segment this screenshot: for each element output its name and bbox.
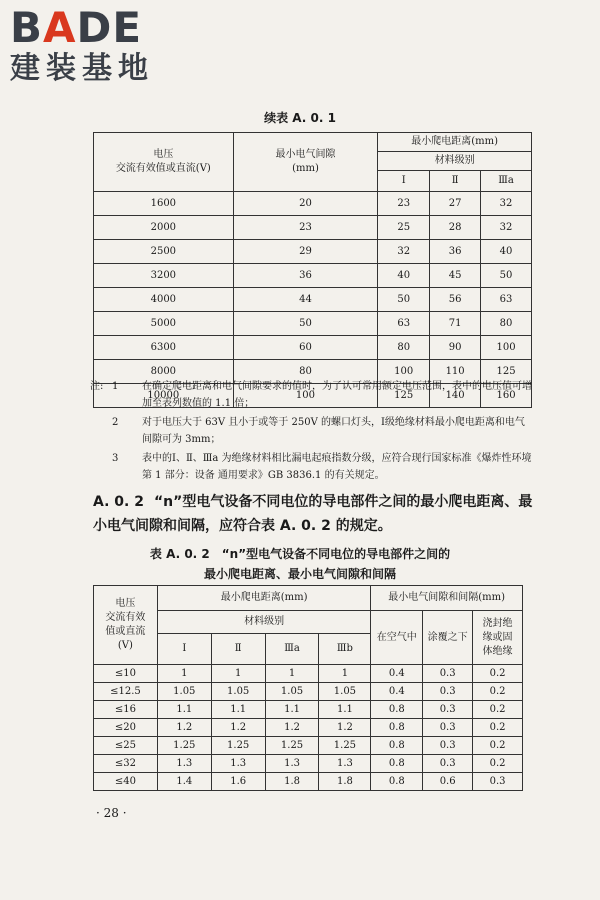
table-cell: 27 bbox=[430, 192, 481, 216]
table-cell: 36 bbox=[430, 240, 481, 264]
table-cell: 0.8 bbox=[371, 773, 423, 791]
section-number: A. 0. 2 bbox=[93, 494, 144, 510]
table-cell: 1.1 bbox=[211, 701, 265, 719]
table-cell: 29 bbox=[233, 240, 378, 264]
table-row bbox=[94, 264, 532, 288]
table1-header-group: Ⅱ bbox=[430, 171, 481, 192]
table2-header-clearance: 最小电气间隙和间隔(mm) bbox=[371, 586, 523, 611]
table-row bbox=[94, 240, 532, 264]
table-cell: 1.4 bbox=[157, 773, 211, 791]
table-cell: 1.25 bbox=[265, 737, 319, 755]
note-item bbox=[112, 414, 532, 448]
note-text: 在确定爬电距离和电气间隙要求的值时，为了认可常用额定电压范围，表中的电压值可增加至表列数值的 1.1 倍； bbox=[142, 381, 532, 409]
table-cell: 2000 bbox=[94, 216, 234, 240]
table-cell: 6300 bbox=[94, 336, 234, 360]
table-cell: 1.3 bbox=[157, 755, 211, 773]
table-cell: 80 bbox=[378, 336, 430, 360]
table-cell: 23 bbox=[378, 192, 430, 216]
table-cell: 40 bbox=[378, 264, 430, 288]
table-cell: 23 bbox=[233, 216, 378, 240]
table-cell: 1.1 bbox=[265, 701, 319, 719]
table1-header-material: 材料级别 bbox=[378, 152, 532, 171]
table-cell: 60 bbox=[233, 336, 378, 360]
table-cell: 0.8 bbox=[371, 719, 423, 737]
table-a01-continued bbox=[93, 132, 532, 408]
note-number: 3 bbox=[112, 453, 119, 464]
table-cell: 1.1 bbox=[157, 701, 211, 719]
note-item bbox=[112, 450, 542, 484]
table-cell: 1.2 bbox=[157, 719, 211, 737]
table-cell: 2500 bbox=[94, 240, 234, 264]
table-cell: 1.8 bbox=[265, 773, 319, 791]
table-cell: 44 bbox=[233, 288, 378, 312]
table-cell: 110 bbox=[430, 360, 481, 384]
logo-chinese: 建装基地 bbox=[10, 51, 154, 86]
table-cell: 63 bbox=[481, 288, 532, 312]
table-cell: ≤20 bbox=[94, 719, 158, 737]
table-cell: 1.25 bbox=[157, 737, 211, 755]
table-cell: 71 bbox=[430, 312, 481, 336]
table-cell: 1.2 bbox=[319, 719, 371, 737]
table1-header-voltage: 电压 交流有效值或直流(V) bbox=[94, 133, 234, 192]
table-cell: 4000 bbox=[94, 288, 234, 312]
table-row bbox=[94, 192, 532, 216]
table-row bbox=[94, 665, 523, 683]
logo-latin: BADE bbox=[10, 3, 143, 52]
table-cell: 32 bbox=[481, 192, 532, 216]
table-cell: 1.8 bbox=[319, 773, 371, 791]
table2-header-group: Ⅲb bbox=[319, 634, 371, 665]
table-cell: 1.25 bbox=[319, 737, 371, 755]
table-cell: 1 bbox=[211, 665, 265, 683]
table-row bbox=[94, 773, 523, 791]
table-cell: 0.3 bbox=[423, 665, 473, 683]
table-cell: 0.3 bbox=[423, 719, 473, 737]
table-cell: ≤32 bbox=[94, 755, 158, 773]
table1-header-row bbox=[94, 133, 532, 152]
note-number: 2 bbox=[112, 417, 119, 428]
table2-caption-line1: 表 A. 0. 2 “n”型电气设备不同电位的导电部件之间的 bbox=[149, 547, 451, 561]
table-cell: 1 bbox=[157, 665, 211, 683]
table-cell: 0.3 bbox=[423, 755, 473, 773]
table1-caption: 续表 A. 0. 1 bbox=[264, 111, 336, 125]
table-cell: 80 bbox=[233, 360, 378, 384]
table-cell: 1.05 bbox=[265, 683, 319, 701]
table-cell: 28 bbox=[430, 216, 481, 240]
table-cell: 1.05 bbox=[319, 683, 371, 701]
table-cell: ≤16 bbox=[94, 701, 158, 719]
table-cell: 0.8 bbox=[371, 755, 423, 773]
table2-header-group: Ⅱ bbox=[211, 634, 265, 665]
table-cell: 25 bbox=[378, 216, 430, 240]
table-cell: 5000 bbox=[94, 312, 234, 336]
table-cell: 0.2 bbox=[473, 737, 523, 755]
section-a02 bbox=[93, 490, 533, 538]
table-cell: 90 bbox=[430, 336, 481, 360]
table-cell: ≤12.5 bbox=[94, 683, 158, 701]
table-row bbox=[94, 701, 523, 719]
table-cell: 125 bbox=[378, 384, 430, 408]
table2-caption bbox=[0, 544, 600, 584]
logo bbox=[10, 3, 154, 86]
table-cell: 100 bbox=[233, 384, 378, 408]
table-cell: 1.25 bbox=[211, 737, 265, 755]
table2-header-row bbox=[94, 611, 523, 634]
table-cell: 140 bbox=[430, 384, 481, 408]
table-cell: 0.6 bbox=[423, 773, 473, 791]
table-cell: 1 bbox=[265, 665, 319, 683]
table-cell: 20 bbox=[233, 192, 378, 216]
table-cell: 50 bbox=[378, 288, 430, 312]
table2-header-coating: 涂覆之下 bbox=[423, 611, 473, 665]
table-cell: 3200 bbox=[94, 264, 234, 288]
table-cell: 1.05 bbox=[157, 683, 211, 701]
table-cell: 8000 bbox=[94, 360, 234, 384]
page-number: · 28 · bbox=[96, 806, 127, 820]
table-cell: 80 bbox=[481, 312, 532, 336]
table-cell: 32 bbox=[481, 216, 532, 240]
table-cell: 1.6 bbox=[211, 773, 265, 791]
table-row bbox=[94, 755, 523, 773]
table-cell: 50 bbox=[481, 264, 532, 288]
table-cell: 0.2 bbox=[473, 719, 523, 737]
table-cell: 0.3 bbox=[423, 683, 473, 701]
table-cell: 63 bbox=[378, 312, 430, 336]
table-cell: 0.8 bbox=[371, 737, 423, 755]
table-cell: 1.3 bbox=[319, 755, 371, 773]
table2-header-row bbox=[94, 586, 523, 611]
table-row bbox=[94, 336, 532, 360]
table2-header-air: 在空气中 bbox=[371, 611, 423, 665]
note-text: 对于电压大于 63V 且小于或等于 250V 的螺口灯头，Ⅰ级绝缘材料最小爬电距离和电气间隙可为 3mm； bbox=[142, 417, 525, 445]
table-cell: 0.2 bbox=[473, 683, 523, 701]
table-cell: 1.3 bbox=[265, 755, 319, 773]
note-item bbox=[90, 378, 532, 412]
note-label: 注: bbox=[90, 381, 104, 392]
table-cell: 1.1 bbox=[319, 701, 371, 719]
note-text: 表中的Ⅰ、Ⅱ、Ⅲa 为绝缘材料相比漏电起痕指数分级，应符合现行国家标准《爆炸性环境 第 1 部分：设备 通用要求》GB 3836.1 的有关规定。 bbox=[142, 453, 542, 481]
table1-header-group: Ⅰ bbox=[378, 171, 430, 192]
table-cell: 40 bbox=[481, 240, 532, 264]
table2-header-voltage: 电压 交流有效 值或直流 (V) bbox=[94, 586, 158, 665]
table-cell: 0.2 bbox=[473, 665, 523, 683]
table2-header-group: Ⅲa bbox=[265, 634, 319, 665]
table-cell: 0.2 bbox=[473, 755, 523, 773]
table-row bbox=[94, 312, 532, 336]
table-cell: 0.4 bbox=[371, 683, 423, 701]
table-cell: 1.2 bbox=[211, 719, 265, 737]
table-row bbox=[94, 683, 523, 701]
table-cell: 1.3 bbox=[211, 755, 265, 773]
table-cell: 50 bbox=[233, 312, 378, 336]
section-text: “n”型电气设备不同电位的导电部件之间的最小爬电距离、最小电气间隙和间隔，应符合表 A. 0. 2 的规定。 bbox=[93, 494, 533, 534]
notes bbox=[90, 378, 542, 486]
table-cell: 160 bbox=[481, 384, 532, 408]
table-cell: 1600 bbox=[94, 192, 234, 216]
table-cell: 56 bbox=[430, 288, 481, 312]
table-cell: 10000 bbox=[94, 384, 234, 408]
table-cell: 32 bbox=[378, 240, 430, 264]
table2-header-group: Ⅰ bbox=[157, 634, 211, 665]
table-cell: 0.2 bbox=[473, 701, 523, 719]
table-cell: 36 bbox=[233, 264, 378, 288]
table-cell: 0.3 bbox=[423, 701, 473, 719]
table-cell: 100 bbox=[378, 360, 430, 384]
table-row bbox=[94, 737, 523, 755]
table-cell: ≤40 bbox=[94, 773, 158, 791]
note-number: 1 bbox=[112, 381, 119, 392]
table2-header-creepage: 最小爬电距离(mm) bbox=[157, 586, 371, 611]
table2-header-material: 材料级别 bbox=[157, 611, 371, 634]
table-cell: 1.2 bbox=[265, 719, 319, 737]
table-cell: 0.3 bbox=[473, 773, 523, 791]
table-cell: 0.3 bbox=[423, 737, 473, 755]
table-cell: 1.05 bbox=[211, 683, 265, 701]
table-cell: 100 bbox=[481, 336, 532, 360]
table1-header-group: Ⅲa bbox=[481, 171, 532, 192]
table2-caption-line2: 最小爬电距离、最小电气间隙和间隔 bbox=[203, 567, 396, 581]
table-cell: 0.8 bbox=[371, 701, 423, 719]
table-cell: ≤25 bbox=[94, 737, 158, 755]
table2-header-potting: 浇封绝 缘或固 体绝缘 bbox=[473, 611, 523, 665]
table1-header-creepage: 最小爬电距离(mm) bbox=[378, 133, 532, 152]
table-cell: ≤10 bbox=[94, 665, 158, 683]
table-cell: 0.4 bbox=[371, 665, 423, 683]
table-cell: 1 bbox=[319, 665, 371, 683]
table-row bbox=[94, 288, 532, 312]
table-row bbox=[94, 719, 523, 737]
table-cell: 125 bbox=[481, 360, 532, 384]
table-a02 bbox=[93, 585, 523, 791]
table-row bbox=[94, 216, 532, 240]
table-cell: 45 bbox=[430, 264, 481, 288]
table1-header-clearance: 最小电气间隙 (mm) bbox=[233, 133, 378, 192]
